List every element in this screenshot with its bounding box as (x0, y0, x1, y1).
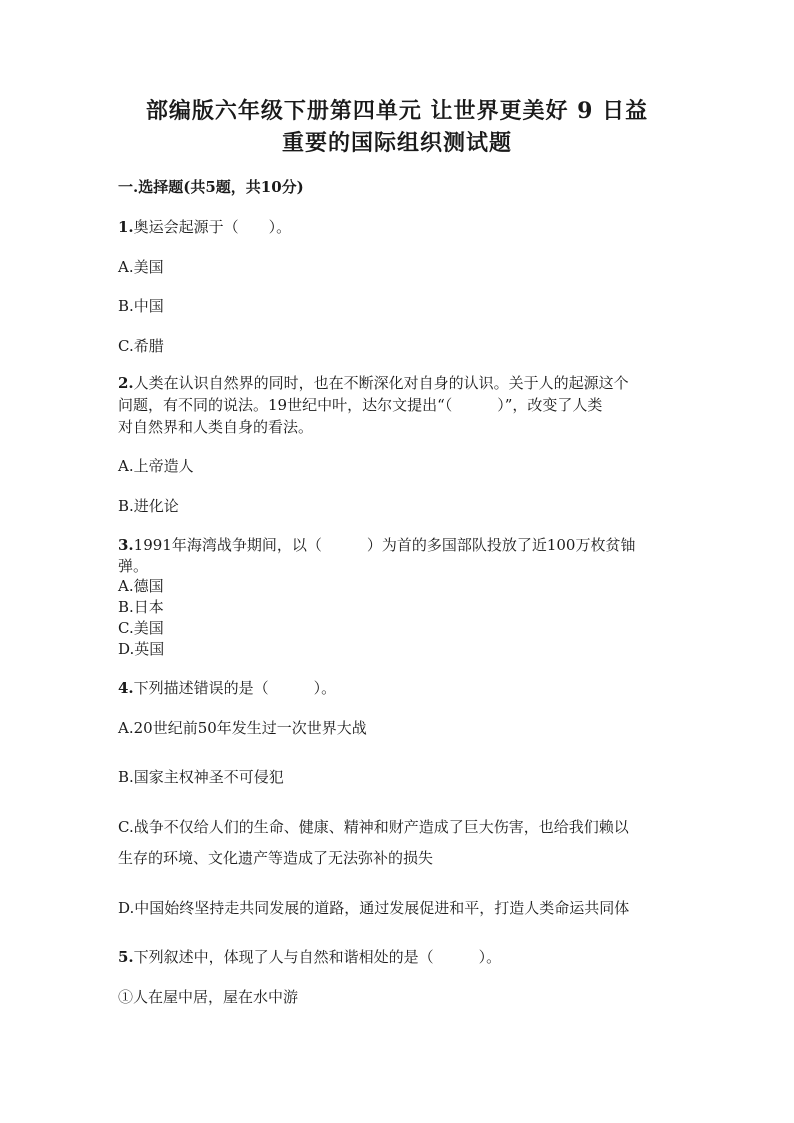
option-3b: B.日本 (118, 598, 164, 616)
question-5 (118, 946, 688, 968)
option-4c: C.战争不仅给人们的生命、健康、精神和财产造成了巨大伤害，也给我们赖以 (118, 818, 629, 836)
option-4c-line-2: 生存的环境、文化遗产等造成了无法弥补的损失 (118, 849, 434, 867)
option-4b: B.国家主权神圣不可侵犯 (118, 768, 284, 786)
question-number: 4. (118, 679, 134, 697)
question-stem: 人类在认识自然界的同时，也在不断深化对自身的认识。关于人的起源这个 (133, 374, 629, 392)
option-4a: A.20世纪前50年发生过一次世界大战 (118, 719, 367, 737)
question-number: 1. (118, 218, 134, 236)
question-3 (118, 534, 688, 556)
page-title-line-2: 重要的国际组织测试题 (281, 130, 512, 156)
option-3c: C.美国 (118, 619, 164, 637)
question-stem: 下列叙述中，体现了人与自然和谐相处的是（ ）。 (133, 948, 502, 966)
option-2a: A.上帝造人 (118, 457, 194, 475)
section-heading: 一.选择题(共5题，共10分) (118, 178, 304, 196)
question-stem: 奥运会起源于（ ）。 (133, 218, 292, 236)
question-2 (118, 372, 688, 394)
question-number: 5. (118, 948, 134, 966)
question-number: 2. (118, 374, 134, 392)
option-2b: B.进化论 (118, 497, 179, 515)
option-1b: B.中国 (118, 297, 164, 315)
question-4 (118, 677, 688, 699)
question-3-line-2: 弹。 (118, 557, 149, 575)
question-2-line-3: 对自然界和人类自身的看法。 (118, 418, 314, 436)
question-stem: 下列描述错误的是（ ）。 (133, 679, 337, 697)
question-2-line-2: 问题，有不同的说法。19世纪中叶，达尔文提出“（ ）”，改变了人类 (118, 396, 603, 414)
page-title-line-1: 部编版六年级下册第四单元 让世界更美好 9 日益 (145, 98, 649, 124)
option-4d: D.中国始终坚持走共同发展的道路，通过发展促进和平，打造人类命运共同体 (118, 899, 630, 917)
question-1 (118, 216, 688, 238)
option-3a: A.德国 (118, 577, 164, 595)
option-1a: A.美国 (118, 258, 164, 276)
option-1c: C.希腊 (118, 337, 164, 355)
option-3d: D.英国 (118, 640, 165, 658)
question-number: 3. (118, 536, 134, 554)
question-stem: 1991年海湾战争期间，以（ ）为首的多国部队投放了近100万枚贫铀 (133, 536, 636, 554)
option-5-1: ①人在屋中居，屋在水中游 (118, 988, 299, 1006)
